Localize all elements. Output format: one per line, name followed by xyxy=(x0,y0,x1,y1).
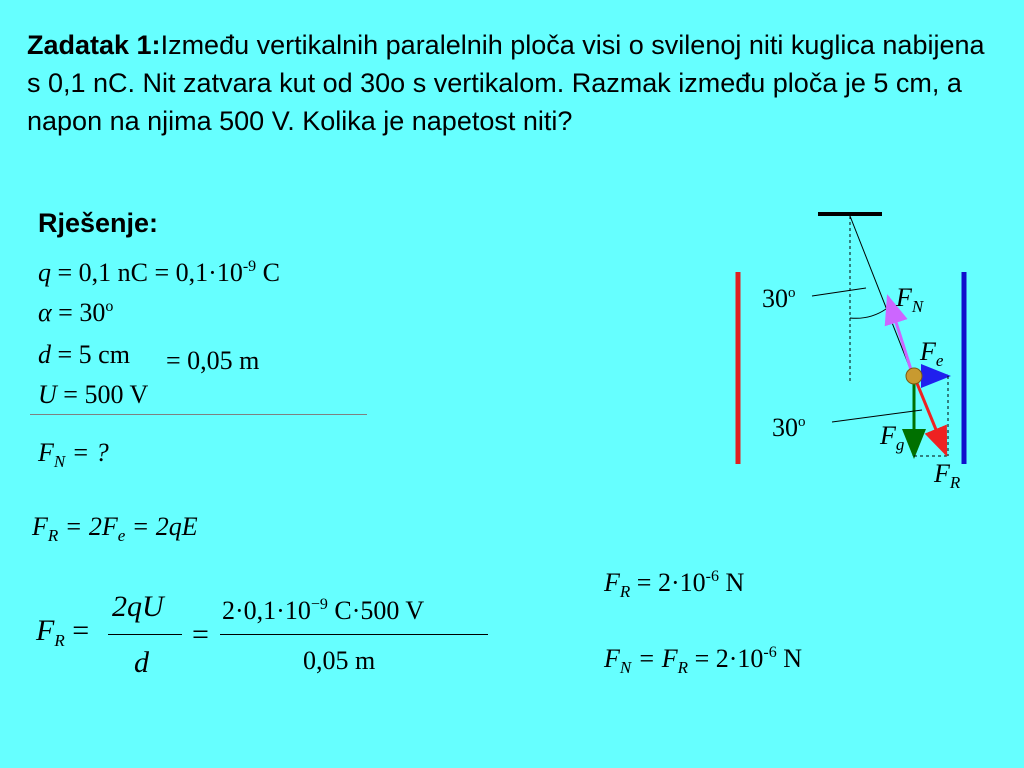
fg-label: $F_g$ xyxy=(880,421,905,454)
fr-label: $F_R$ xyxy=(934,459,961,492)
formula-den2: 0,05 m xyxy=(303,646,376,675)
fe-label: $F_e$ xyxy=(920,337,944,370)
formula-lhs: $F_R$ = xyxy=(36,614,90,650)
task-text xyxy=(27,26,1002,140)
fr-arrow xyxy=(914,376,946,454)
solution-heading: Rješenje: xyxy=(38,208,159,238)
result-fn: $F_N = F_R = 2\cdot 10^{-6}$ N xyxy=(604,644,802,677)
angle-pointer-top xyxy=(812,288,866,296)
given-d-conversion: = 0,05 m xyxy=(166,346,260,375)
fraction-bar-1 xyxy=(108,634,182,635)
force-diagram xyxy=(720,200,1010,500)
given-q: q = 0,1 nC = $0,1\cdot 10^{-9}$ C xyxy=(38,258,280,287)
angle-label-bottom: 30$^o$ xyxy=(772,413,806,442)
result-fr: $F_R = 2\cdot 10^{-6}$ N xyxy=(604,568,745,601)
formula-num1: 2qU xyxy=(112,590,164,623)
angle-pointer-bottom xyxy=(832,410,922,422)
equation-fr-fe: $F_R = 2F_e = 2qE$ xyxy=(32,512,198,545)
fn-label: $F_N$ xyxy=(896,283,924,316)
charged-ball xyxy=(906,368,922,384)
angle-label-top: 30$^o$ xyxy=(762,284,796,313)
given-d: d = 5 cm xyxy=(38,340,130,369)
formula-den1: d xyxy=(134,646,149,679)
task-body: Između vertikalnih paralelnih ploča visi o svilenoj niti kuglica nabijena s 0,1 nC. Nit zatvara kut od 30o s vertikalom. Razmak između ploča je 5 cm, a napon na njima 500 V. Kolika je napetost niti? xyxy=(27,30,985,136)
given-alpha: $\alpha = 30^o$ xyxy=(38,298,114,327)
angle-arc-top xyxy=(850,309,886,318)
given-U: U = 500 V xyxy=(38,380,149,409)
unknown-fn: $F_N$ = ? xyxy=(38,438,109,471)
divider-line xyxy=(30,414,367,415)
fraction-bar-2 xyxy=(220,634,488,635)
task-label: Zadatak 1: xyxy=(27,30,161,60)
formula-eq2: = xyxy=(192,618,209,651)
formula-num2: $2\cdot 0,1\cdot 10^{-9}$ C·500 V xyxy=(222,596,425,625)
